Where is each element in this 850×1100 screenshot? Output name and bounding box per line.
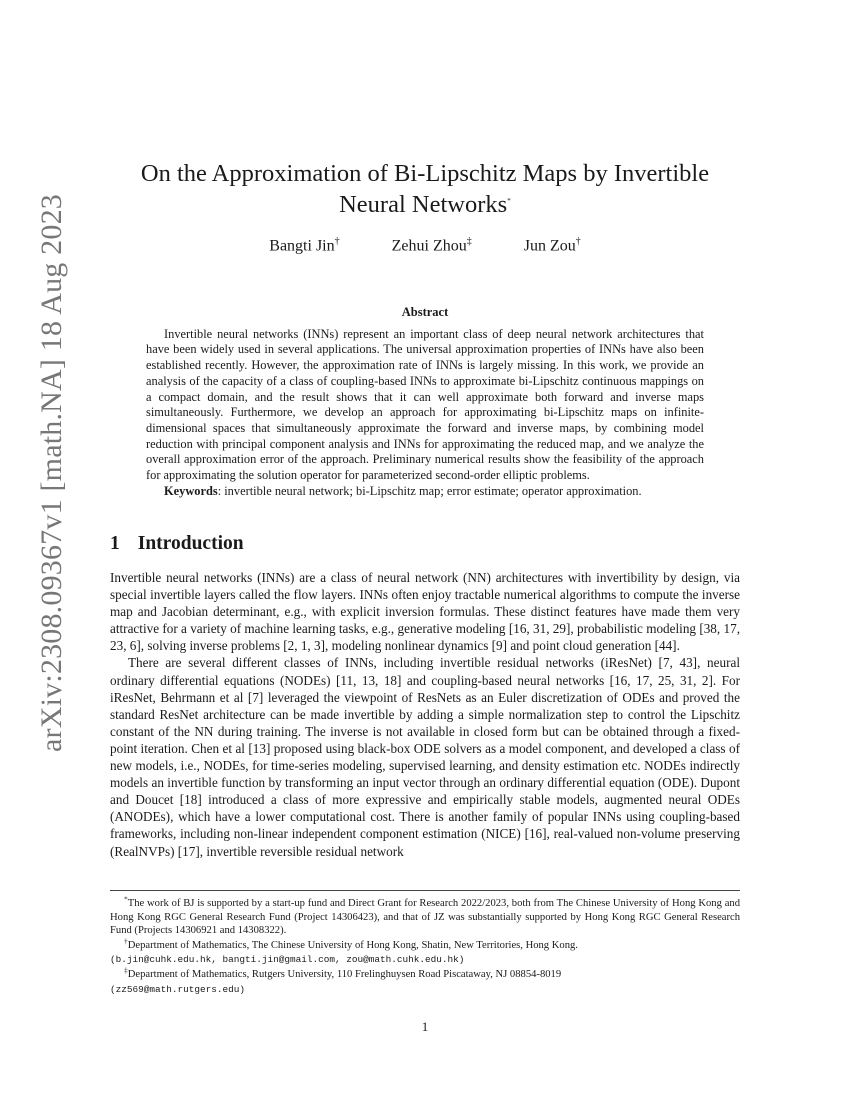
- author: [524, 236, 581, 255]
- author-affiliation-mark: ‡: [466, 236, 472, 247]
- author-affiliation-mark: †: [575, 236, 581, 247]
- page-number: 1: [421, 1019, 429, 1034]
- paragraph: Invertible neural networks (INNs) are a class of neural network (NN) architectures with invertibility by design, via special invertible layers called the flow layers. INNs often enjoy tractable numerical algorithms to compute the inverse map and Jacobian determinant, e.g., with explicit inversion formulas. These distinct features have made them very attractive for a variety of machine learning tasks, e.g., generative modeling [16, 31, 29], probabilistic modeling [38, 17, 23, 6], solving inverse problems [2, 1, 3], modeling nonlinear dynamics [9] and point cloud generation [44].: [110, 570, 740, 654]
- paper-title-text: On the Approximation of Bi-Lipschitz Maps by Invertible Neural Networks: [140, 160, 710, 218]
- footnote-mark: ‡: [124, 965, 128, 975]
- abstract-heading: Abstract: [401, 305, 449, 319]
- email-list: (b.jin@cuhk.edu.hk, bangti.jin@gmail.com, zou@math.cuhk.edu.hk): [110, 954, 465, 966]
- email-address: (zz569@math.rutgers.edu): [110, 983, 246, 995]
- keywords: [146, 484, 704, 500]
- keywords-label: Keywords: [164, 483, 218, 498]
- footnote-affiliation-text: Department of Mathematics, Rutgers University, 110 Frelinghuysen Road Piscataway, NJ 08854-8019: [127, 968, 562, 980]
- author-affiliation-mark: †: [334, 236, 340, 247]
- author-list: [110, 236, 740, 255]
- author-name: Jun Zou: [523, 237, 576, 255]
- abstract-text: Invertible neural networks (INNs) represent an important class of deep neural network architectures that have been widely used in several applications. The universal approximation properties of INNs have also been established recently. However, the approximation rate of INNs is largely missing. In this work, we provide an analysis of the capacity of a class of coupling-based INNs to approximate bi-Lipschitz continuous mappings on a compact domain, and the result shows that it can well approximate both forward and inverse maps simultaneously. Furthermore, we develop an approach for approximating bi-Lipschitz maps on infinite-dimensional spaces that simultaneously approximate the forward and inverse maps, by combining model reduction with principal component analysis and INNs for approximating the reduced map, and we analyze the overall approximation error of the approach. Preliminary numerical results show the feasibility of the approach for approximating the solution operator for parameterized second-order elliptic problems.: [146, 326, 704, 483]
- author: [392, 236, 472, 255]
- footnote-affiliation-text: Department of Mathematics, The Chinese University of Hong Kong, Shatin, New Territories, Hong Kong.: [127, 939, 578, 951]
- author: [269, 236, 339, 255]
- abstract: [146, 305, 704, 499]
- paper-title: [110, 158, 740, 220]
- footnotes: [110, 890, 740, 997]
- title-footnote-mark: *: [507, 195, 511, 205]
- arxiv-identifier-stamp: arXiv:2308.09367v1 [math.NA] 18 Aug 2023: [35, 194, 68, 752]
- footnote-funding-text: The work of BJ is supported by a start-up fund and Direct Grant for Research 2022/2023, both from The Chinese University of Hong Kong and Hong Kong RGC General Research Fund (Project 14306423), and that of JZ was substantially supported by Hong Kong RGC General Research Fund (Projects 14306921 and 14308322).: [110, 898, 740, 937]
- paragraph: There are several different classes of INNs, including invertible residual networks (iResNet) [7, 43], neural ordinary differential equations (NODEs) [11, 13, 18] and coupling-based neural networks [16, 17, 25, 31, 2]. For iResNet, Behrmann et al [7] leveraged the viewpoint of ResNets as an Euler discretization of ODEs and proved the standard ResNet architecture can be made invertible by adding a simple normalization step to control the Lipschitz constant of the NN during training. The inverse is not available in closed form but can be obtained through a fixed-point iteration. Chen et al [13] proposed using black-box ODE solvers as a model component, and developed a class of new models, i.e., NODEs, for time-series modeling, supervised learning, and density estimation etc. NODEs indirectly models an invertible function by transforming an input vector through an ordinary differential equation (ODE). Dupont and Doucet [18] introduced a class of more expressive and empirically stable models, augmented neural ODEs (ANODEs), which have a lower computational cost. There is another family of popular INNs using coupling-based frameworks, including non-linear independent component estimation (NICE) [16], real-valued non-volume preserving (RealNVPs) [17], invertible reversible residual network: [110, 655, 740, 859]
- keywords-text: : invertible neural network; bi-Lipschitz map; error estimate; operator approximation.: [217, 483, 642, 498]
- footnote-mark: *: [124, 894, 128, 904]
- footnote-email-rutgers: [110, 983, 740, 997]
- footnote-mark: †: [124, 936, 128, 946]
- section-number: 1: [110, 533, 120, 554]
- footnote-emails-cuhk: [110, 953, 740, 967]
- footnote-affiliation-rutgers: [110, 965, 740, 982]
- author-name: Zehui Zhou: [391, 237, 467, 255]
- section-heading-introduction: [110, 533, 244, 555]
- introduction-body: [110, 569, 740, 860]
- footnote-affiliation-cuhk: [110, 936, 740, 953]
- author-name: Bangti Jin: [269, 237, 335, 255]
- section-title: Introduction: [137, 533, 244, 554]
- footnote-funding: [110, 894, 740, 938]
